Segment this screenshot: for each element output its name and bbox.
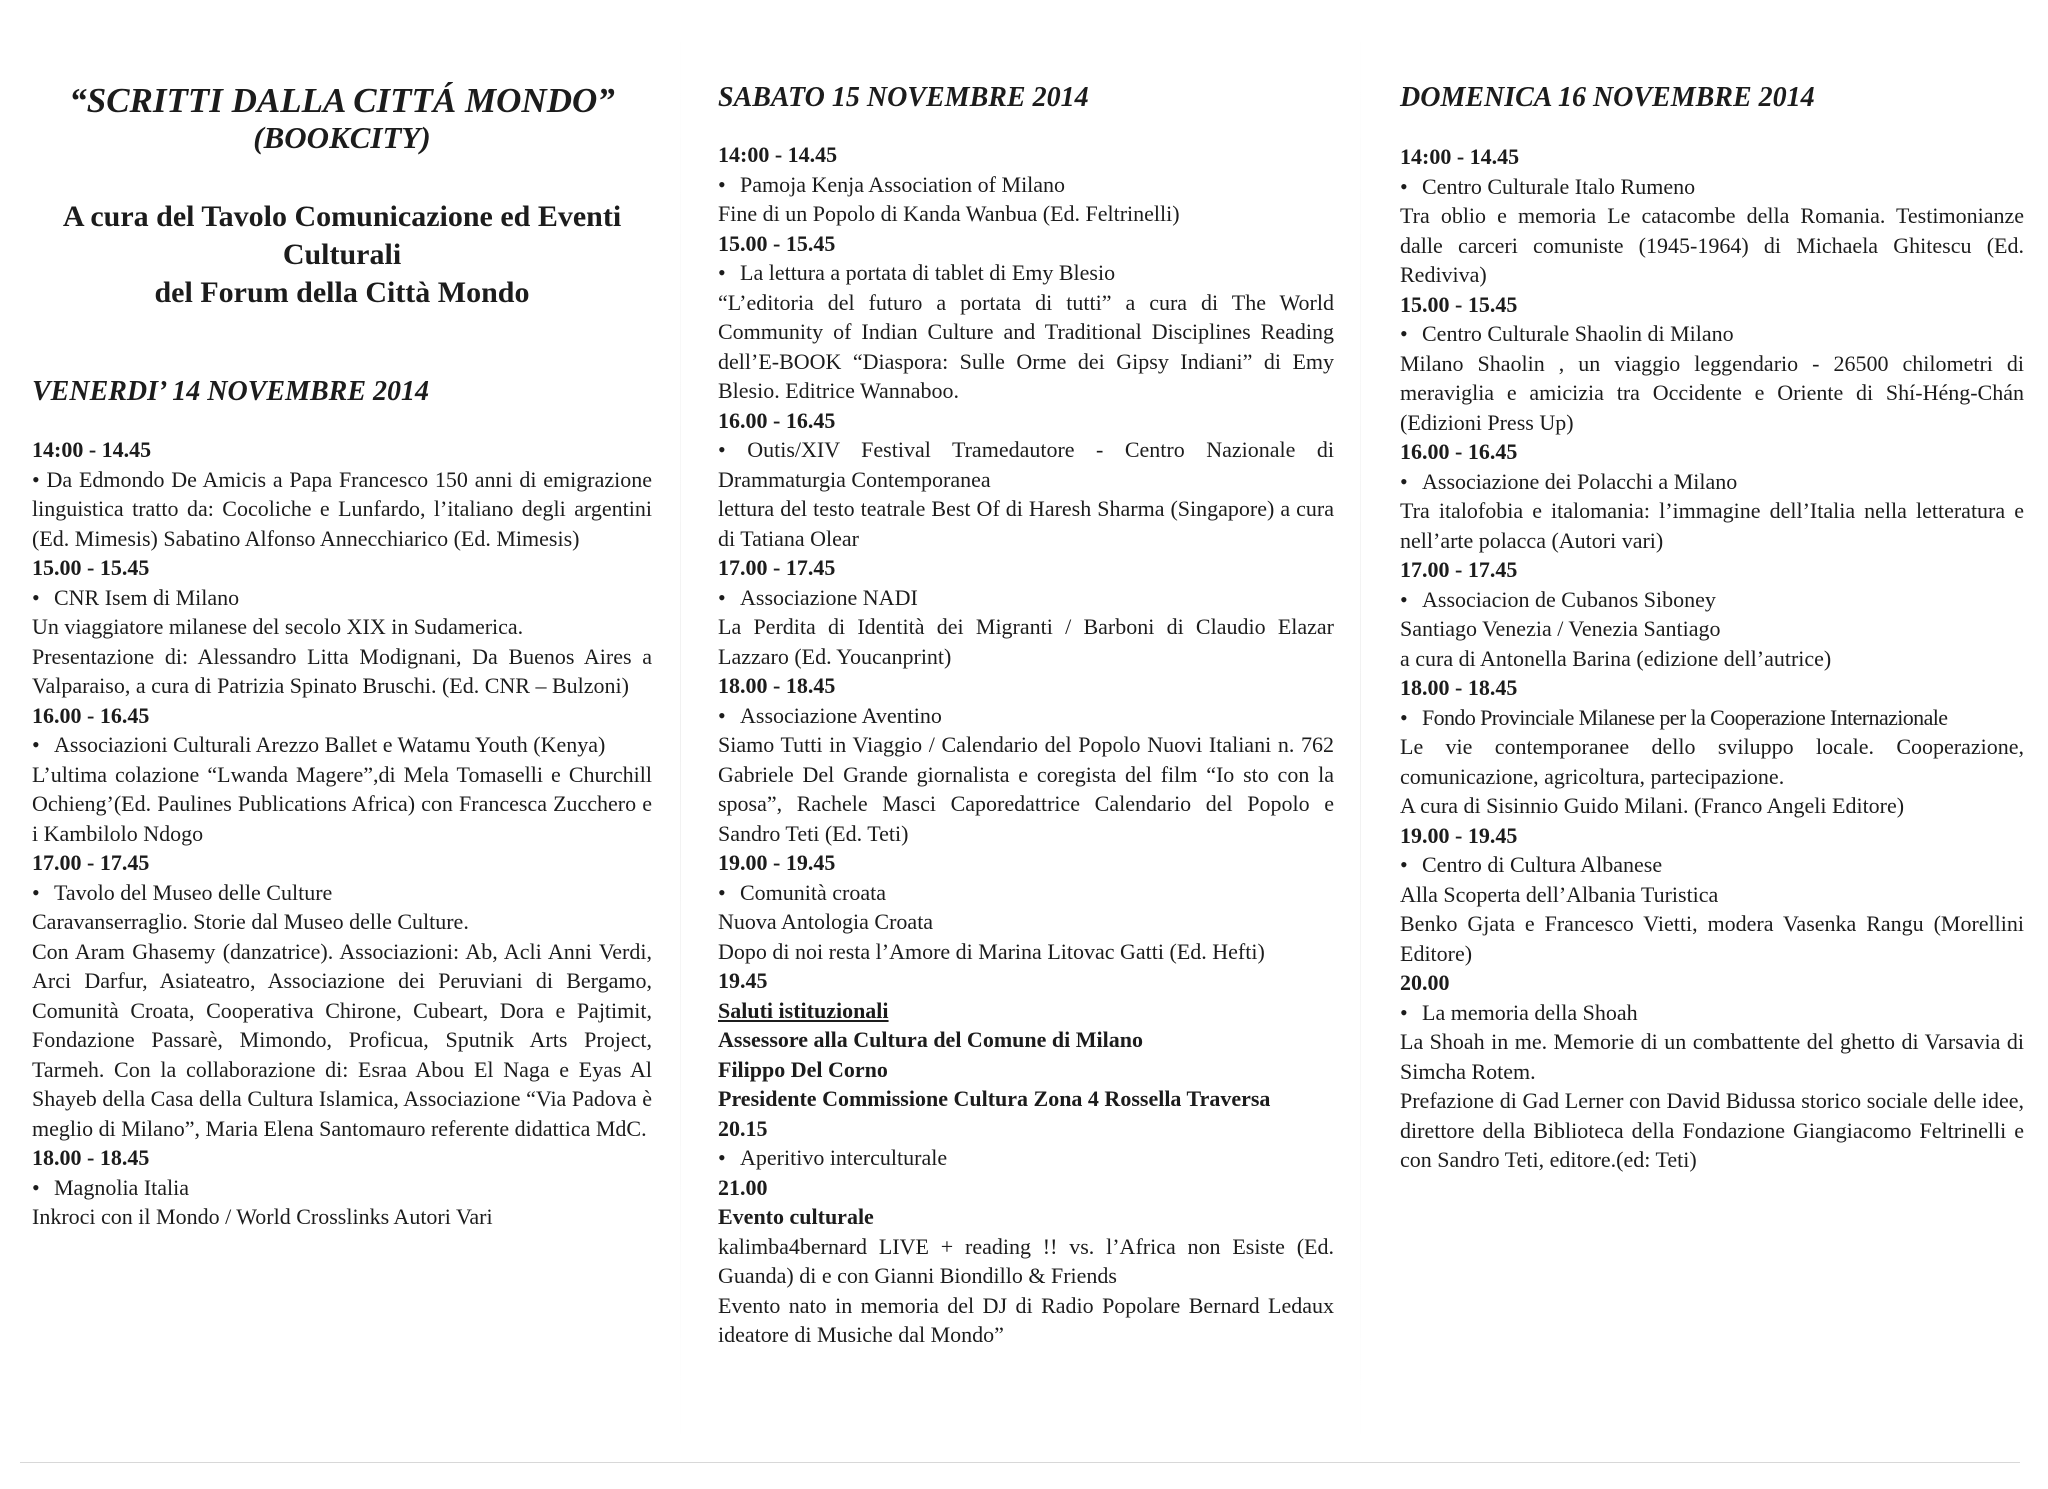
- event-detail: Santiago Venezia / Venezia Santiago: [1400, 616, 1721, 641]
- event-time: 19.00 - 19.45: [718, 850, 836, 875]
- event-detail: Dopo di noi resta l’Amore di Marina Litovac Gatti (Ed. Hefti): [718, 938, 1265, 964]
- presidente-line: Presidente Commissione Cultura Zona 4 Rossella Traversa: [718, 1086, 1271, 1111]
- event-detail: “L’editoria del futuro a portata di tutti” a cura di The World Community of Indian Culture and Traditional Disciplines Reading dell’E-BOOK “Diaspora: Sulle Orme dei Gipsy Indiani” di Emy Blesio. Editrice Wannaboo.: [718, 289, 1334, 403]
- event-organizer: • Associazione Aventino: [718, 701, 1334, 731]
- event-organizer: • Fondo Provinciale Milanese per la Cooperazione Internazionale: [1400, 703, 2024, 733]
- event-item: [718, 848, 1334, 966]
- event-organizer: • Associazione dei Polacchi a Milano: [1400, 467, 2024, 497]
- event-organizer: • Tavolo del Museo delle Culture: [32, 878, 652, 908]
- event-item: [32, 1143, 652, 1232]
- event-time: 20.00: [1400, 970, 1450, 995]
- event-time: 17.00 - 17.45: [1400, 557, 1518, 582]
- event-detail: Inkroci con il Mondo / World Crosslinks Autori Vari: [32, 1204, 493, 1229]
- fold-line: [1360, 18, 1361, 1458]
- bullet-icon: •: [32, 466, 47, 492]
- event-item: [32, 435, 652, 553]
- event-time: 18.00 - 18.45: [1400, 675, 1518, 700]
- event-organizer: • Associazione NADI: [718, 583, 1334, 613]
- event-item: [32, 553, 652, 701]
- event-detail: Le vie contemporanee dello sviluppo locale. Cooperazione, comunicazione, agricoltura, partecipazione.: [1400, 734, 2024, 789]
- event-time: 16.00 - 16.45: [32, 702, 150, 728]
- event-list: [718, 140, 1334, 1350]
- event-time: 16.00 - 16.45: [1400, 439, 1518, 464]
- event-time: 15.00 - 15.45: [718, 230, 836, 256]
- event-time: 19.00 - 19.45: [1400, 822, 1518, 848]
- event-item: [1400, 821, 2024, 969]
- event-item: [718, 140, 1334, 229]
- bullet-icon: •: [718, 702, 726, 728]
- bullet-icon: •: [1400, 704, 1408, 730]
- event-time: 17.00 - 17.45: [32, 850, 150, 875]
- event-detail: kalimba4bernard LIVE + reading !! vs. l’Africa non Esiste (Ed. Guanda) di e con Gianni Biondillo & Friends: [718, 1233, 1334, 1288]
- event-item: [1400, 673, 2024, 821]
- day-heading: DOMENICA 16 NOVEMBRE 2014: [1400, 82, 1815, 113]
- event-item: [1400, 142, 2024, 290]
- bullet-icon: •: [1400, 999, 1408, 1025]
- event-detail: Tra oblio e memoria Le catacombe della Romania. Testimonianze dalle carceri comuniste (1945-1964) di Michaela Ghitescu (Ed. Rediviva): [1400, 203, 2024, 287]
- event-detail: Benko Gjata e Francesco Vietti, modera Vasenka Rangu (Morellini Editore): [1400, 911, 2024, 966]
- bullet-icon: •: [718, 1145, 726, 1170]
- event-time: 14:00 - 14.45: [32, 437, 152, 462]
- event-organizer: • Associacion de Cubanos Siboney: [1400, 585, 2024, 615]
- event-time: 17.00 - 17.45: [718, 555, 836, 580]
- event-detail: A cura di Sisinnio Guido Milani. (Franco Angeli Editore): [1400, 793, 1905, 818]
- event-detail: Prefazione di Gad Lerner con David Bidussa storico sociale delle idee, direttore della Biblioteca della Fondazione Giangiacomo Feltrinelli e con Sandro Teti, editore.(ed: Teti): [1400, 1088, 2024, 1172]
- event-item: [718, 671, 1334, 848]
- event-time: 18.00 - 18.45: [32, 1145, 150, 1170]
- curated-line: Culturali: [282, 238, 402, 271]
- bullet-icon: •: [1400, 852, 1408, 877]
- evento-heading: Evento culturale: [718, 1204, 874, 1229]
- event-item: [1400, 437, 2024, 555]
- event-detail: Caravanserraglio. Storie dal Museo delle Culture.: [32, 909, 469, 934]
- event-detail: Tra italofobia e italomania: l’immagine dell’Italia nella letteratura e nell’arte polacca (Autori vari): [1400, 498, 2024, 553]
- curated-line: A cura del Tavolo Comunicazione ed Eventi: [62, 200, 622, 233]
- assessore-name: Filippo Del Corno: [718, 1056, 888, 1082]
- day-heading: VENERDI’ 14 NOVEMBRE 2014: [32, 376, 430, 407]
- event-organizer: • Magnolia Italia: [32, 1173, 652, 1203]
- event-item: [718, 229, 1334, 406]
- day-heading: SABATO 15 NOVEMBRE 2014: [718, 82, 1089, 113]
- bullet-icon: •: [32, 1174, 40, 1200]
- event-organizer: • La memoria della Shoah: [1400, 998, 2024, 1028]
- event-organizer: • Outis/XIV Festival Tramedautore - Centro Nazionale di Drammaturgia Contemporanea: [718, 437, 1335, 492]
- document-title: “SCRITTI DALLA CITTÁ MONDO”: [69, 81, 615, 120]
- saluti-heading: Saluti istituzionali: [718, 997, 889, 1023]
- bullet-icon: •: [718, 584, 726, 610]
- bullet-icon: •: [718, 260, 726, 285]
- bullet-icon: •: [32, 732, 40, 757]
- event-detail: Evento nato in memoria del DJ di Radio Popolare Bernard Ledaux ideatore di Musiche dal Mondo”: [718, 1292, 1334, 1347]
- event-organizer: • La lettura a portata di tablet di Emy Blesio: [718, 258, 1334, 288]
- event-time: 15.00 - 15.45: [32, 555, 150, 580]
- event-organizer: • Comunità croata: [718, 878, 1334, 908]
- bullet-icon: •: [718, 879, 726, 905]
- event-item: [1400, 555, 2024, 673]
- event-item: [1400, 290, 2024, 438]
- event-item: [32, 701, 652, 849]
- event-organizer: • Da Edmondo De Amicis a Papa Francesco 150 anni di emigrazione linguistica tratto da: Cocoliche e Lunfardo, l’italiano degli argentini (Ed. Mimesis) Sabatino Alfonso Annecchiarico (Ed. Mimesis): [32, 466, 652, 551]
- bullet-icon: •: [1400, 321, 1408, 346]
- event-organizer: • Pamoja Kenja Association of Milano: [718, 170, 1334, 200]
- bullet-icon: •: [1400, 586, 1408, 612]
- fold-line: [680, 18, 681, 1458]
- event-detail: La Perdita di Identità dei Migranti / Barboni di Claudio Elazar Lazzaro (Ed. Youcanprint): [718, 614, 1334, 669]
- event-detail: Fine di un Popolo di Kanda Wanbua (Ed. Feltrinelli): [718, 201, 1180, 226]
- assessore-line: Assessore alla Cultura del Comune di Milano: [718, 1027, 1143, 1052]
- curated-line: del Forum della Città Mondo: [154, 276, 530, 309]
- event-item: [718, 553, 1334, 671]
- bullet-icon: •: [32, 879, 40, 905]
- event-time: 14:00 - 14.45: [718, 142, 838, 167]
- event-list: [1400, 142, 2024, 1175]
- event-detail: Nuova Antologia Croata: [718, 909, 934, 934]
- event-item: [1400, 968, 2024, 1175]
- event-time: 19.45: [718, 968, 768, 993]
- event-organizer: • Centro Culturale Italo Rumeno: [1400, 172, 2024, 202]
- event-detail: Un viaggiatore milanese del secolo XIX in Sudamerica.: [32, 614, 524, 639]
- event-detail: La Shoah in me. Memorie di un combattente del ghetto di Varsavia di Simcha Rotem.: [1400, 1029, 2024, 1084]
- bullet-icon: •: [1400, 468, 1408, 494]
- event-time: 21.00: [718, 1174, 768, 1200]
- document-subtitle: (BOOKCITY): [253, 120, 431, 155]
- event-detail: L’ultima colazione “Lwanda Magere”,di Mela Tomaselli e Churchill Ochieng’(Ed. Paulines Publications Africa) con Francesca Zucchero e i Kambilolo Ndogo: [32, 761, 652, 846]
- event-detail: Con Aram Ghasemy (danzatrice). Associazioni: Ab, Acli Anni Verdi, Arci Darfur, Asiateatro, Associazione dei Peruviani di Bergamo, Comunità Croata, Cooperativa Chirone, Cubeart, Dora e Pajtimit, Fondazione Passarè, Mimondo, Proficua, Sputnik Arts Project, Tarmeh. Con la collaborazione di: Esraa Abou El Naga e Eyas Al Shayeb della Casa della Cultura Islamica, Associazione “Via Padova è meglio di Milano”, Maria Elena Santomauro referente didattica MdC.: [32, 938, 652, 1141]
- bullet-icon: •: [32, 584, 40, 610]
- event-detail: lettura del testo teatrale Best Of di Haresh Sharma (Singapore) a cura di Tatiana Olear: [718, 496, 1334, 551]
- bullet-icon: •: [718, 437, 748, 462]
- curated-by: [32, 198, 652, 312]
- event-organizer: • CNR Isem di Milano: [32, 583, 652, 613]
- event-detail: Milano Shaolin , un viaggio leggendario - 26500 chilometri di meraviglia e amicizia tra Occidente e Oriente di Shí-Héng-Chán (Edizioni Press Up): [1400, 350, 2024, 435]
- event-organizer: • Aperitivo interculturale: [718, 1143, 1334, 1173]
- event-organizer: • Associazioni Culturali Arezzo Ballet e Watamu Youth (Kenya): [32, 730, 652, 760]
- event-organizer: • Centro di Cultura Albanese: [1400, 850, 2024, 880]
- event-list: [32, 435, 652, 1232]
- event-detail: Siamo Tutti in Viaggio / Calendario del Popolo Nuovi Italiani n. 762 Gabriele Del Grande giornalista e coregista del film “Io sto con la sposa”, Rachele Masci Caporedattrice Calendario del Popolo e Sandro Teti (Ed. Teti): [718, 732, 1334, 846]
- event-time: 16.00 - 16.45: [718, 407, 836, 433]
- event-detail: Presentazione di: Alessandro Litta Modignani, Da Buenos Aires a Valparaiso, a cura di Patrizia Spinato Bruschi. (Ed. CNR – Bulzoni): [32, 643, 652, 698]
- event-time: 14:00 - 14.45: [1400, 144, 1520, 169]
- event-item: [32, 848, 652, 1143]
- bullet-icon: •: [718, 171, 726, 197]
- paper-edge: [20, 1462, 2020, 1463]
- bullet-icon: •: [1400, 173, 1408, 199]
- event-detail: Alla Scoperta dell’Albania Turistica: [1400, 881, 1719, 907]
- event-time: 18.00 - 18.45: [718, 673, 836, 698]
- event-item: [718, 406, 1334, 554]
- event-organizer: • Centro Culturale Shaolin di Milano: [1400, 319, 2024, 349]
- event-time: 20.15: [718, 1115, 768, 1141]
- event-detail: a cura di Antonella Barina (edizione dell’autrice): [1400, 645, 1832, 671]
- closing-block: [718, 966, 1334, 1350]
- event-time: 15.00 - 15.45: [1400, 291, 1518, 317]
